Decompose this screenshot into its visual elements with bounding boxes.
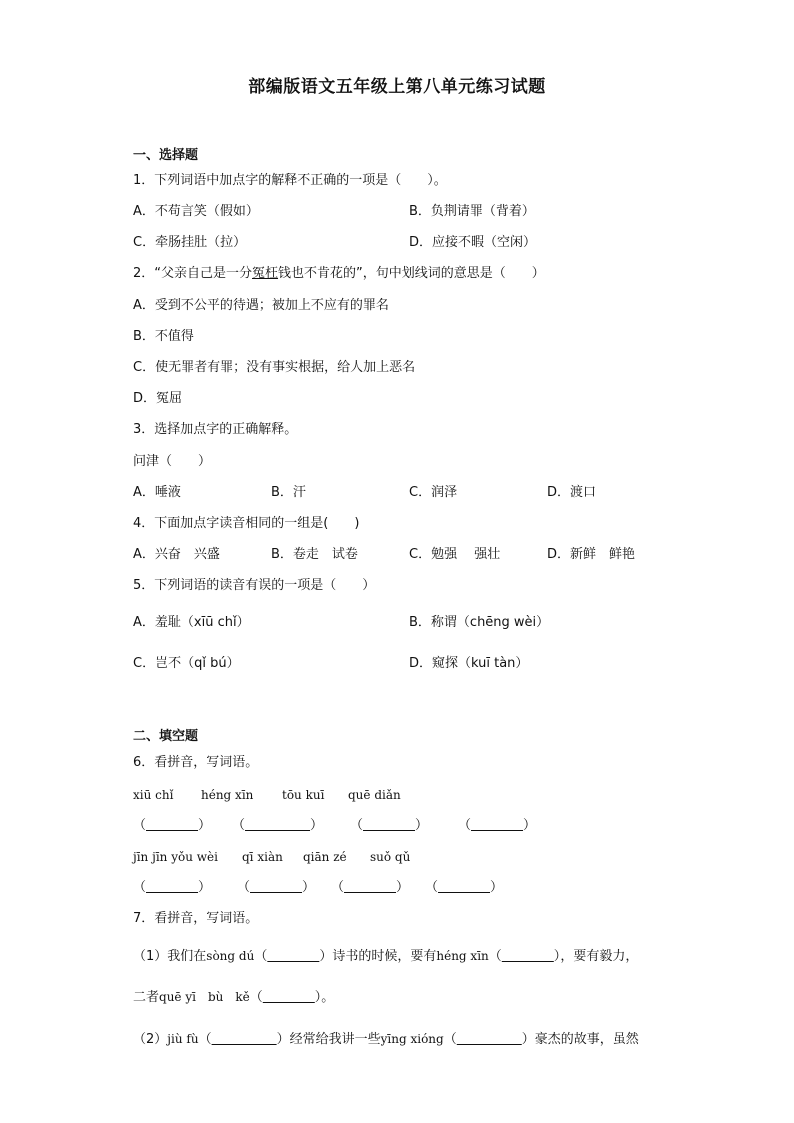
q7-l3-blank-2[interactable]: （ ） [443,1032,535,1047]
q7-stem: 7．看拼音，写词语。 [133,911,259,926]
q6-pinyin-6: qī xiàn [242,850,283,864]
q7-l1-pinyin-2: héng xīn [436,949,489,963]
page-title: 部编版语文五年级上第八单元练习试题 [248,77,546,97]
q2-option-d: D．冤屈 [133,391,183,406]
q7-l2-blank-1[interactable]: （ ） [249,990,322,1005]
q4-option-b: B．卷走 试卷 [271,547,358,562]
q4-stem: 4．下面加点字读音相同的一组是( ) [133,516,360,531]
q6-answer-blank-4[interactable]: （ ） [458,818,537,833]
q2-option-c: C．使无罪者有罪；没有事实根据，给人加上恶名 [133,360,416,375]
q2-stem-pre: 2．“父亲自己是一分 [133,266,253,281]
q7-l2-pinyin-1: quē yī bù kě [159,990,250,1004]
q6-pinyin-1: xiū chǐ [133,788,174,802]
q1-option-b: B．负荆请罪（背着） [409,204,535,219]
q7-line-1 [133,947,638,966]
q6-pinyin-4: quē diǎn [348,788,401,802]
q2-underlined-word: 冤枉 [252,266,279,281]
q7-l1-text-2: 诗书的时候，要有 [332,949,437,964]
q2-stem-post: 钱也不肯花的”，句中划线词的意思是（ ） [278,266,545,281]
q3-option-d: D．渡口 [547,485,597,500]
q6-pinyin-8: suǒ qǔ [370,850,411,864]
q7-l1-text-1: （1）我们在 [133,949,207,964]
q3-option-a: A．唾液 [133,485,181,500]
q3-stem: 3．选择加点字的正确解释。 [133,422,298,437]
q2-stem [133,265,545,283]
q2-option-a: A．受到不公平的待遇；被加上不应有的罪名 [133,298,389,313]
q2-option-b: B．不值得 [133,329,194,344]
q7-l2-text-2: 。 [321,990,335,1005]
q7-l3-pinyin-1: jiù fù [167,1032,199,1046]
q4-option-c: C．勉强 强壮 [409,547,501,562]
q6-answer-blank-6[interactable]: （ ） [237,880,316,895]
q6-answer-blank-8[interactable]: （ ） [425,880,504,895]
q7-l3-text-2: 经常给我讲一些 [289,1032,381,1047]
q1-option-a: A．不苟言笑（假如） [133,204,259,219]
q7-l3-blank-1[interactable]: （ ） [198,1032,290,1047]
q7-l1-blank-1[interactable]: （ ） [254,949,333,964]
q6-pinyin-2: héng xīn [201,788,254,802]
q6-answer-blank-7[interactable]: （ ） [331,880,410,895]
q5-option-c: C．岂不（qǐ bú） [133,656,240,671]
q6-answer-blank-5[interactable]: （ ） [133,880,212,895]
q6-pinyin-5: jīn jīn yǒu wèi [133,850,218,864]
q7-line-3 [133,1030,639,1049]
q1-stem: 1．下列词语中加点字的解释不正确的一项是（ ）。 [133,173,447,188]
q6-stem: 6．看拼音，写词语。 [133,755,259,770]
q7-l3-text-3: 豪杰的故事，虽然 [534,1032,639,1047]
q1-option-d: D．应接不暇（空闲） [409,235,537,250]
q3-option-c: C．润泽 [409,485,458,500]
q6-answer-blank-2[interactable]: （ ） [232,818,324,833]
section-heading-fill: 二、填空题 [133,729,199,744]
q5-stem: 5．下列词语的读音有误的一项是（ ） [133,578,376,593]
q7-l3-pinyin-2: yīng xióng [380,1032,444,1046]
q4-option-d: D．新鲜 鲜艳 [547,547,636,562]
section-heading-choice: 一、选择题 [133,148,199,163]
q6-answer-blank-1[interactable]: （ ） [133,818,212,833]
q7-l1-blank-2[interactable]: （ ） [488,949,561,964]
q7-l1-text-3: ，要有毅力， [560,949,639,964]
q6-answer-blank-3[interactable]: （ ） [350,818,429,833]
q7-l2-text-1: 二者 [133,990,160,1005]
q7-line-2 [133,988,334,1007]
q7-l3-text-1: （2） [133,1032,168,1047]
q5-option-d: D．窥探（kuī tàn） [409,656,529,671]
q3-option-b: B．汗 [271,485,306,500]
q4-option-a: A．兴奋 兴盛 [133,547,220,562]
q5-option-b: B．称谓（chēng wèi） [409,615,550,630]
q6-pinyin-3: tōu kuī [282,788,325,802]
q1-option-c: C．牵肠挂肚（拉） [133,235,247,250]
q5-option-a: A．羞耻（xīū chǐ） [133,615,250,630]
q7-l1-pinyin-1: sòng dú [206,949,255,963]
q3-word: 问津（ ） [133,454,212,469]
q6-pinyin-7: qiān zé [303,850,347,864]
